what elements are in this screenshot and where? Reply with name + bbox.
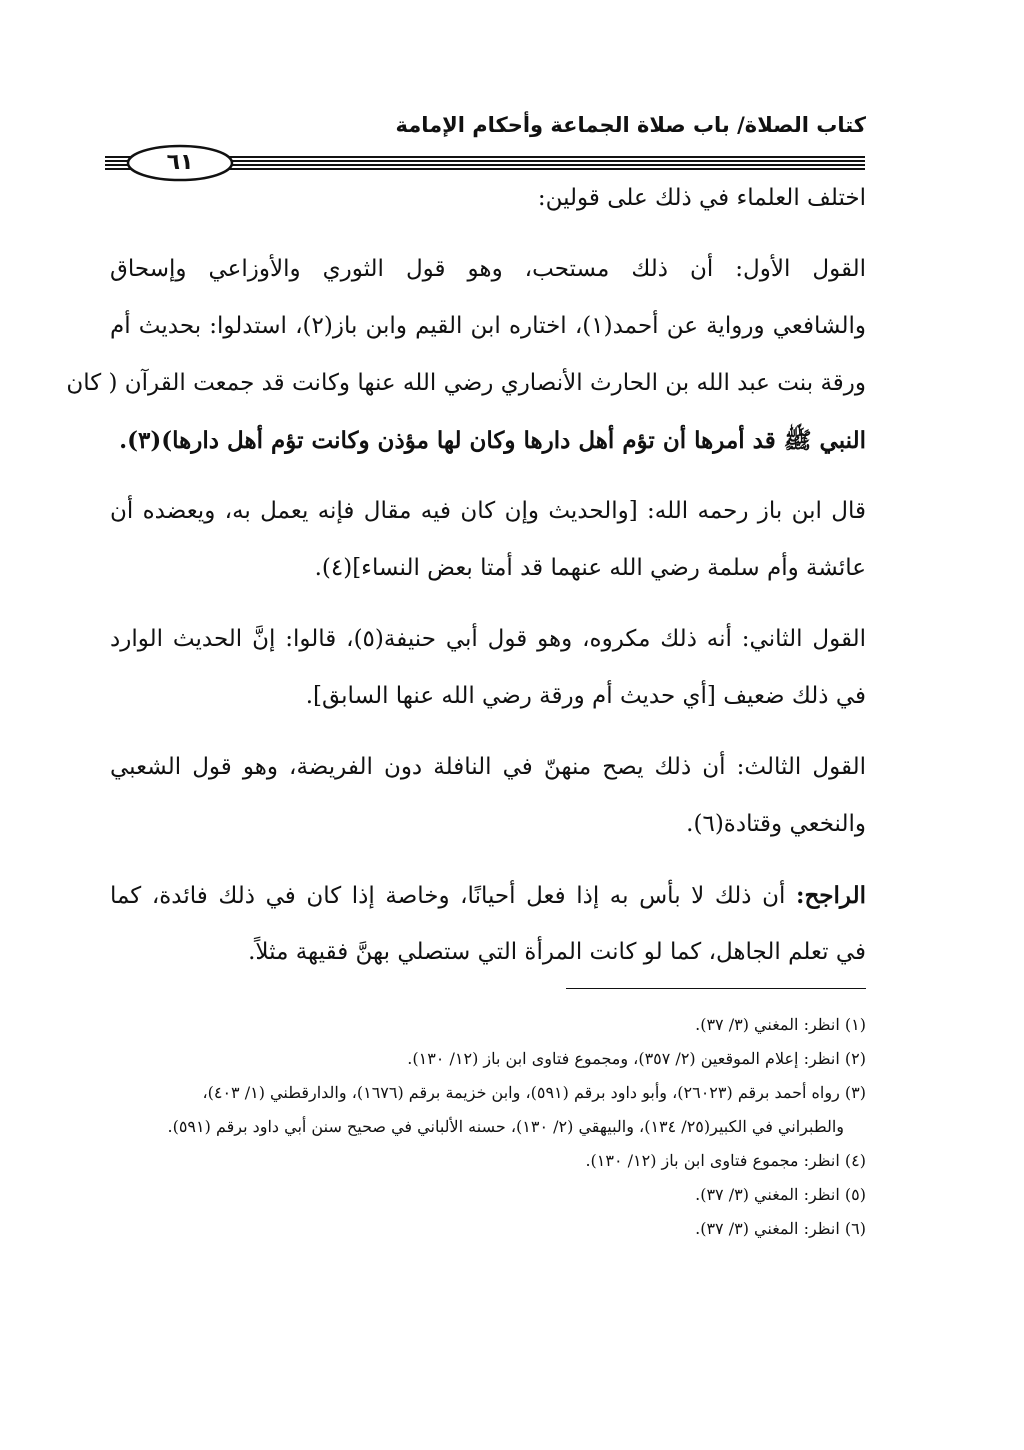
footnote-list — [110, 1008, 866, 1246]
footnote-5: (٥) انظر: المغني (٣/ ٣٧). — [695, 1185, 866, 1204]
intro-line: اختلف العلماء في ذلك على قولين: — [537, 185, 866, 211]
footnote-1: (١) انظر: المغني (٣/ ٣٧). — [695, 1015, 866, 1034]
ibn-baz-quote-line: قال ابن باز رحمه الله: [والحديث وإن كان فيه مقال فإنه يعمل به، ويعضده أن — [110, 498, 866, 524]
third-opinion-line: والنخعي وقتادة(٦). — [686, 811, 866, 837]
preferred-text: أن ذلك لا بأس به إذا فعل أحيانًا، وخاصة إذا كان في ذلك فائدة، كما — [110, 883, 786, 909]
second-opinion-line: في ذلك ضعيف [أي حديث أم ورقة رضي الله عنها السابق]. — [305, 683, 866, 709]
preferred-opinion-line — [110, 867, 866, 924]
main-text — [66, 170, 867, 981]
footnote-6: (٦) انظر: المغني (٣/ ٣٧). — [695, 1219, 866, 1238]
hadith-quote-line: النبي ﷺ قد أمرها أن تؤم أهل دارها وكان لها مؤذن وكانت تؤم أهل دارها)(٣). — [119, 427, 866, 454]
first-opinion-line: والشافعي ورواية عن أحمد(١)، اختاره ابن القيم وابن باز(٢)، استدلوا: بحديث أم — [110, 313, 866, 339]
first-opinion-line: القول الأول: أن ذلك مستحب، وهو قول الثوري والأوزاعي وإسحاق — [110, 256, 866, 282]
first-opinion-line: ورقة بنت عبد الله بن الحارث الأنصاري رضي الله عنها وكانت قد جمعت القرآن ( كان — [66, 370, 866, 396]
preferred-opinion-line: في تعلم الجاهل، كما لو كانت المرأة التي ستصلي بهنَّ فقيهة مثلاً. — [248, 939, 866, 965]
footnote-4: (٤) انظر: مجموع فتاوى ابن باز (١٢/ ١٣٠). — [585, 1151, 866, 1170]
running-header-title: كتاب الصلاة/ باب صلاة الجماعة وأحكام الإمامة — [395, 113, 866, 137]
page-number: ٦١ — [166, 150, 194, 175]
second-opinion-line: القول الثاني: أنه ذلك مكروه، وهو قول أبي حنيفة(٥)، قالوا: إنَّ الحديث الوارد — [110, 626, 866, 652]
footnote-2: (٢) انظر: إعلام الموقعين (٢/ ٣٥٧)، ومجموع فتاوى ابن باز (١٢/ ١٣٠). — [407, 1049, 866, 1068]
third-opinion-line: القول الثالث: أن ذلك يصح منهنّ في النافلة دون الفريضة، وهو قول الشعبي — [110, 754, 866, 780]
footnote-separator — [566, 988, 866, 989]
footnote-3: (٣) رواه أحمد برقم (٢٦٠٢٣)، وأبو داود برقم (٥٩١)، وابن خزيمة برقم (١٦٧٦)، والدارقطني (١/ ٤٠٣)، — [202, 1083, 866, 1102]
ibn-baz-quote-line: عائشة وأم سلمة رضي الله عنهما قد أمتا بعض النساء](٤). — [314, 555, 866, 581]
footnote-3-continued: والطبراني في الكبير(٢٥/ ١٣٤)، والبيهقي (٢/ ١٣٠)، حسنه الألباني في صحيح سنن أبي داود برقم (٥٩١). — [167, 1117, 844, 1136]
preferred-label: الراجح: — [795, 882, 867, 909]
